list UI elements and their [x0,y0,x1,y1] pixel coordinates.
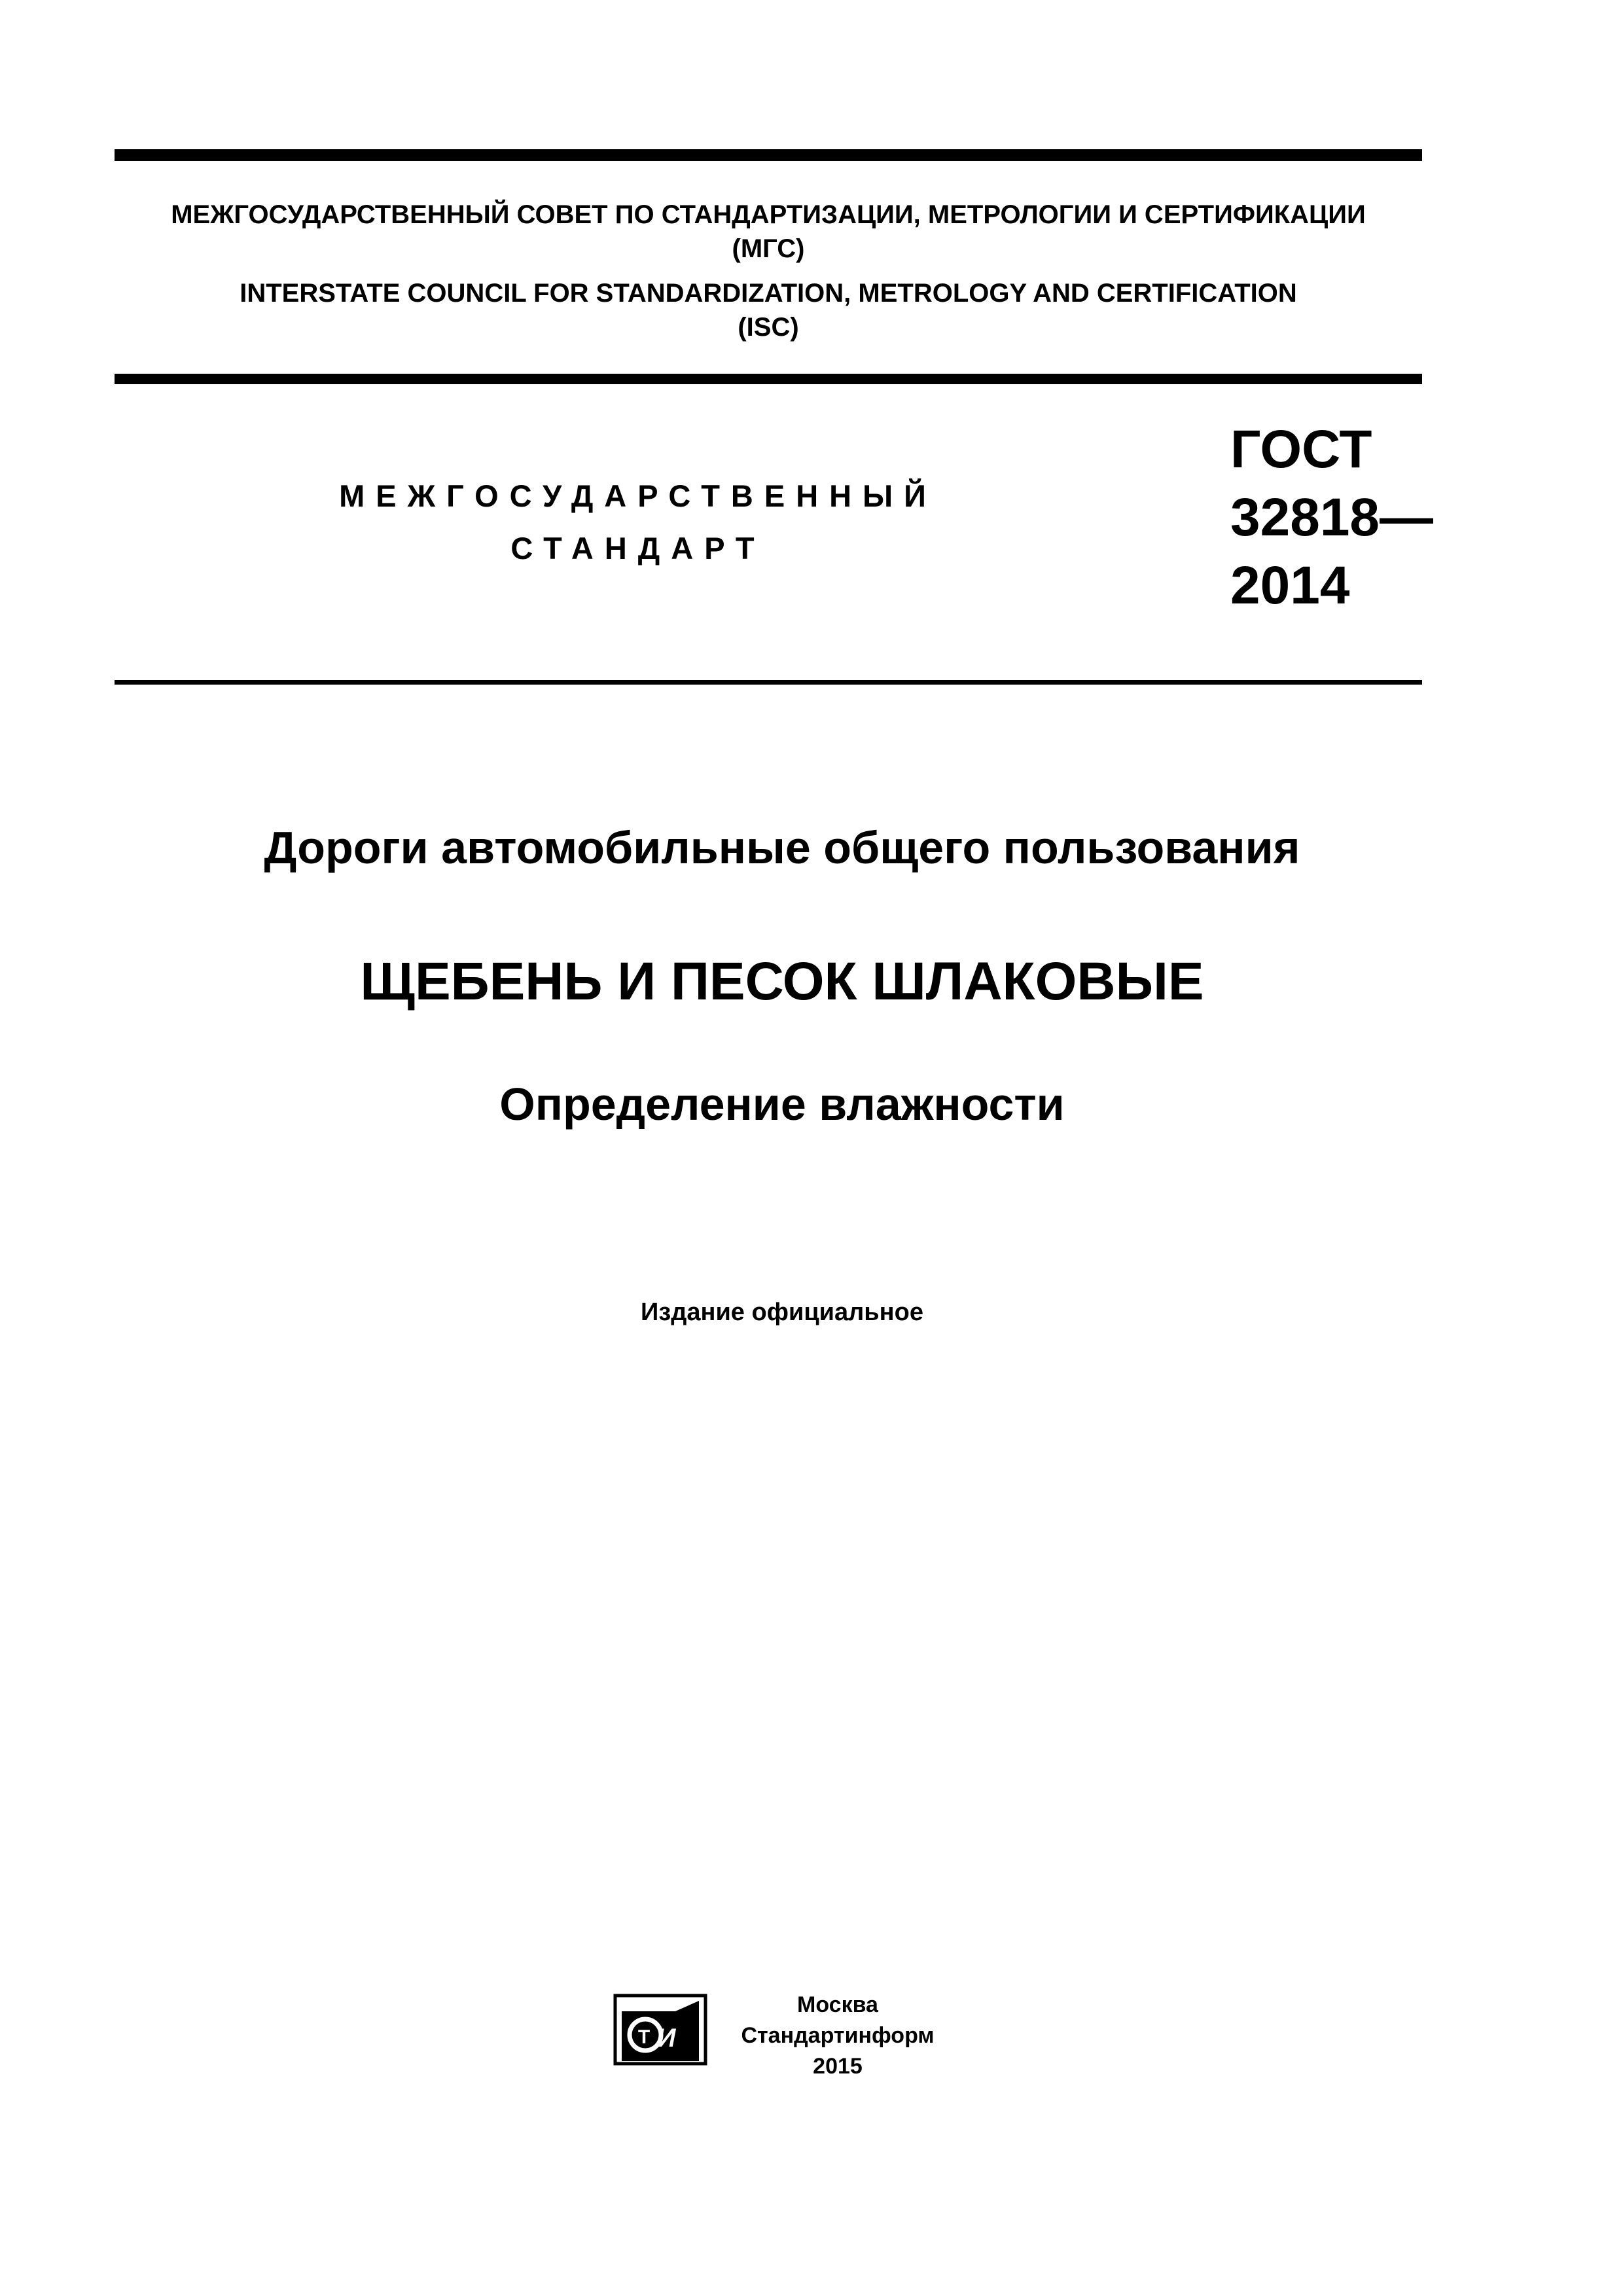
gost-number [1230,416,1433,620]
gost-number-line2: 32818— [1230,488,1434,547]
middle-rule [115,374,1422,384]
svg-text:Т: Т [637,2026,651,2048]
gost-number-line1: ГОСТ [1230,420,1372,479]
document-subject: Дороги автомобильные общего пользования [264,822,1300,873]
council-name-en [115,276,1422,344]
publisher-city: Москва [797,1992,878,2017]
council-name-ru [115,198,1422,266]
top-rule [115,149,1422,161]
document-title: ЩЕБЕНЬ И ПЕСОК ШЛАКОВЫЕ [360,952,1204,1011]
publisher-year: 2015 [813,2054,863,2079]
edition-label: Издание официальное [641,1299,923,1326]
standartinform-logo-icon [613,1993,708,2066]
standard-type-line2: СТАНДАРТ [510,531,766,565]
document-subtitle: Определение влажности [499,1079,1065,1130]
svg-text:И: И [656,2024,676,2053]
publisher-name: Стандартинформ [741,2023,935,2048]
gost-number-line3: 2014 [1230,556,1350,615]
council-ru-line2: (МГС) [732,234,805,263]
standard-type-line1: МЕЖГОСУДАРСТВЕННЫЙ [339,478,937,513]
publisher-block [700,1990,975,2082]
standard-type [255,470,1021,575]
bottom-rule [115,680,1422,685]
council-en-line1: INTERSTATE COUNCIL FOR STANDARDIZATION, METROLOGY AND CERTIFICATION [240,279,1297,308]
council-en-line2: (ISC) [738,313,799,342]
council-ru-line1: МЕЖГОСУДАРСТВЕННЫЙ СОВЕТ ПО СТАНДАРТИЗАЦИИ, МЕТРОЛОГИИ И СЕРТИФИКАЦИИ [171,200,1366,229]
